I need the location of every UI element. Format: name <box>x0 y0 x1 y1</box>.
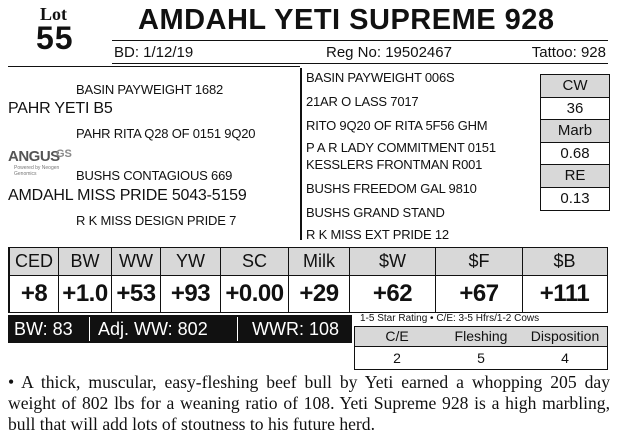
epd-value: +0.00 <box>225 280 284 307</box>
bull-name-title: AMDAHL YETI SUPREME 928 <box>138 4 555 36</box>
birth-date: BD: 1/12/19 <box>114 44 194 61</box>
bull-description: • A thick, muscular, easy-fleshing beef bull by Yeti earned a whopping 205 day weight of 802 lbs for a weaning ratio of 108. Yeti Supreme 928 is a high marbling, bull that will add lots of stoutness to his future herd. <box>8 372 610 434</box>
logo-tag-text: Powered by Neogen Genomics <box>14 165 60 177</box>
epd-header: BW <box>70 251 100 271</box>
angus-gs-logo <box>8 148 80 177</box>
rating-header: Disposition <box>530 328 600 344</box>
pedigree-divider <box>300 68 302 240</box>
pedigree-right-item: RITO 9Q20 OF RITA 5F56 GHM <box>306 118 488 133</box>
logo-main-text: ANGUS <box>8 148 60 165</box>
epd-value: +62 <box>372 280 413 307</box>
cw-label: CW <box>540 74 610 98</box>
rating-col-disposition <box>523 327 607 369</box>
pedigree-right-item: P A R LADY COMMITMENT 0151 <box>306 140 496 155</box>
pedigree-right-item: BUSHS FREEDOM GAL 9810 <box>306 181 477 196</box>
marb-label: Marb <box>540 119 610 143</box>
rating-header: Fleshing <box>454 328 508 344</box>
epd-value: +29 <box>299 280 339 307</box>
pedigree-right-item: 21AR O LASS 7017 <box>306 94 419 109</box>
logo-suffix-text: GS <box>56 148 72 160</box>
cw-value: 36 <box>540 97 610 121</box>
pedigree-right-item: R K MISS EXT PRIDE 12 <box>306 227 449 242</box>
epd-header: SC <box>241 251 267 271</box>
epd-col-b-index <box>522 248 606 312</box>
epd-header: Milk <box>303 251 335 271</box>
epd-col-f-index <box>435 248 522 312</box>
epd-table <box>8 247 608 313</box>
rating-value: 5 <box>477 350 485 366</box>
weights-bar <box>8 315 352 343</box>
epd-header: $W <box>379 251 406 271</box>
epd-col-sc <box>220 248 288 312</box>
star-rating-note: 1-5 Star Rating • C/E: 3-5 Hfrs/1-2 Cows <box>360 313 540 324</box>
epd-col-bw <box>58 248 111 312</box>
epd-header: CED <box>14 251 53 271</box>
carcass-panel <box>540 74 610 209</box>
epd-header: YW <box>176 251 205 271</box>
epd-value: +93 <box>170 280 211 307</box>
epd-value: +111 <box>539 280 590 307</box>
tattoo: Tattoo: 928 <box>531 44 606 61</box>
epd-col-w-index <box>349 248 435 312</box>
pedigree-right-item: BASIN PAYWEIGHT 006S <box>306 70 455 85</box>
epd-value: +8 <box>20 280 48 307</box>
rating-header: C/E <box>385 328 409 344</box>
lot-number: 55 <box>36 20 74 56</box>
epd-col-milk <box>288 248 349 312</box>
dam: AMDAHL MISS PRIDE 5043-5159 <box>8 187 247 204</box>
epd-header: WW <box>119 251 153 271</box>
info-row <box>112 40 608 64</box>
epd-col-yw <box>160 248 220 312</box>
epd-value: +53 <box>116 280 156 307</box>
epd-value: +1.0 <box>62 280 108 307</box>
re-label: RE <box>540 164 610 188</box>
sire-sire: BASIN PAYWEIGHT 1682 <box>76 82 223 97</box>
rating-col-ce <box>355 327 439 369</box>
pedigree-right-item: BUSHS GRAND STAND <box>306 205 445 220</box>
re-value: 0.13 <box>540 187 610 211</box>
adjusted-weaning-weight: Adj. WW: 802 <box>92 317 238 341</box>
registration-number: Reg No: 19502467 <box>326 44 452 61</box>
epd-col-ww <box>111 248 160 312</box>
dam-dam: R K MISS DESIGN PRIDE 7 <box>76 213 237 228</box>
dam-sire: BUSHS CONTAGIOUS 669 <box>76 168 233 183</box>
epd-value: +67 <box>459 280 499 307</box>
rating-col-fleshing <box>439 327 523 369</box>
epd-col-ced <box>9 248 58 312</box>
rating-value: 4 <box>561 350 569 366</box>
weaning-weight-ratio: WWR: 108 <box>252 319 340 339</box>
rating-value: 2 <box>393 350 401 366</box>
birth-weight: BW: 83 <box>8 317 90 341</box>
epd-header: $B <box>553 251 576 271</box>
sire-dam: PAHR RITA Q28 OF 0151 9Q20 <box>76 126 256 141</box>
sire: PAHR YETI B5 <box>8 100 113 117</box>
pedigree-right-item: KESSLERS FRONTMAN R001 <box>306 157 483 172</box>
epd-header: $F <box>468 251 490 271</box>
ratings-table <box>354 326 608 370</box>
lot-label: Lot <box>40 4 67 24</box>
marb-value: 0.68 <box>540 142 610 166</box>
